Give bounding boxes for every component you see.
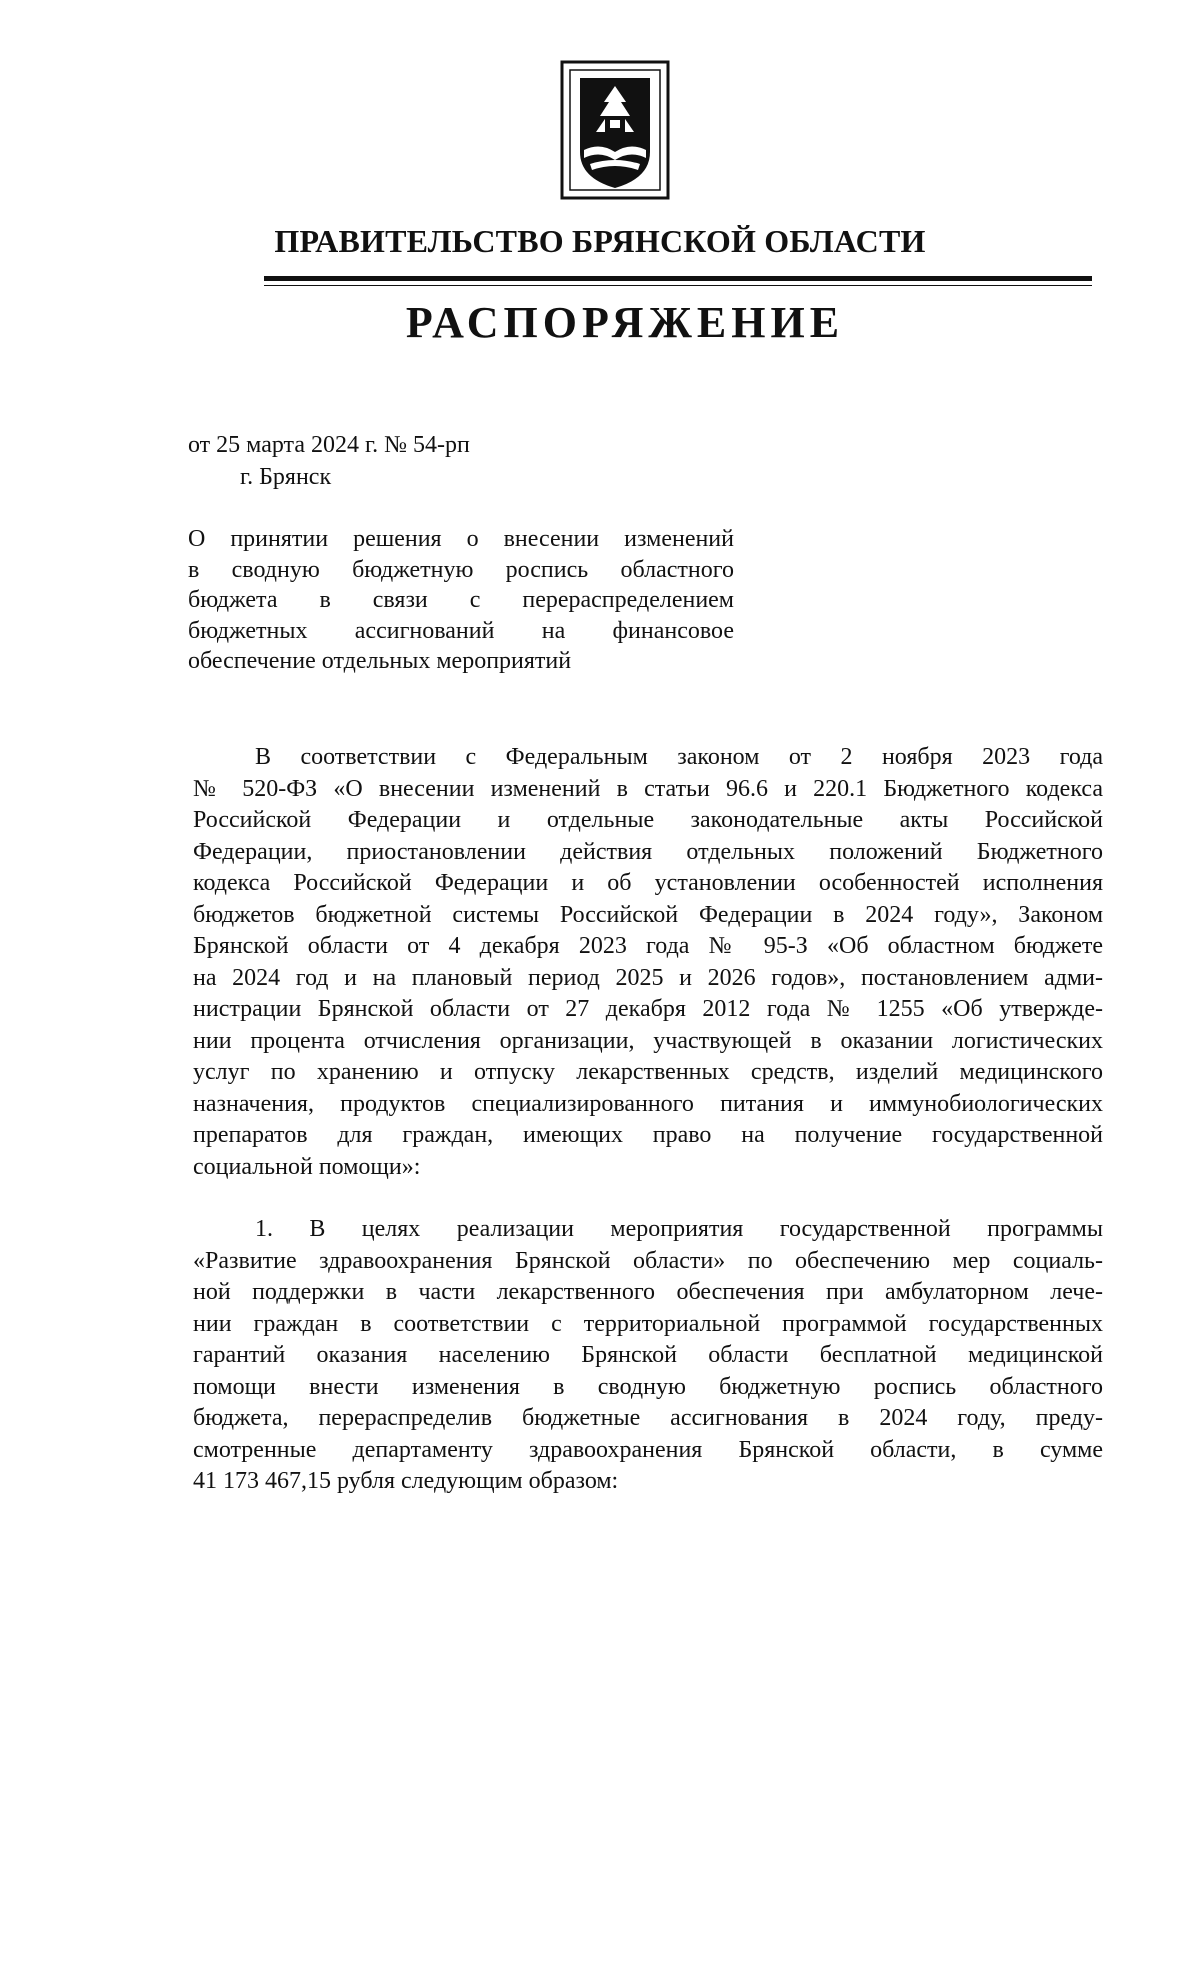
paragraph-line: Брянской области от 4 декабря 2023 года № 95-З «Об областном бюджете xyxy=(193,933,1103,959)
header-divider-thin xyxy=(264,285,1092,286)
paragraph-line: Федерации, приостановлении действия отдельных положений Бюджетного xyxy=(193,838,1103,865)
paragraph-line: препаратов для граждан, имеющих право на получение государственной xyxy=(193,1122,1103,1148)
paragraph-line: Российской Федерации и отдельные законодательные акты Российской xyxy=(193,807,1103,833)
subject-line: бюджета в связи с перераспределением xyxy=(188,587,734,614)
paragraph-line: ной поддержки в части лекарственного обеспечения при амбулаторном лече- xyxy=(193,1279,1103,1305)
item-1-paragraph xyxy=(193,1214,1103,1498)
preamble-paragraph xyxy=(193,742,1103,1183)
document-type-title: РАСПОРЯЖЕНИЕ xyxy=(405,298,845,347)
paragraph-line: назначения, продуктов специализированного питания и иммунобиологических xyxy=(193,1090,1103,1117)
paragraph-line: В соответствии с Федеральным законом от 2 ноября 2023 года xyxy=(255,744,1103,770)
organization-title: ПРАВИТЕЛЬСТВО БРЯНСКОЙ ОБЛАСТИ xyxy=(274,223,926,259)
document-city: г. Брянск xyxy=(240,464,332,490)
document-date-number: от 25 марта 2024 г. № 54-рп xyxy=(188,432,470,458)
paragraph-line: на 2024 год и на плановый период 2025 и 2026 годов», постановлением адми- xyxy=(193,964,1103,991)
subject-line: в сводную бюджетную роспись областного xyxy=(188,556,734,583)
paragraph-line: помощи внести изменения в сводную бюджетную роспись областного xyxy=(193,1373,1103,1400)
subject-line: О принятии решения о внесении изменений xyxy=(188,526,734,552)
paragraph-line: 1. В целях реализации мероприятия государственной программы xyxy=(255,1216,1103,1242)
document-subject xyxy=(188,524,734,677)
paragraph-line: № 520-ФЗ «О внесении изменений в статьи 96.6 и 220.1 Бюджетного кодекса xyxy=(193,775,1103,802)
paragraph-line: социальной помощи»: xyxy=(193,1153,421,1180)
paragraph-line: нистрации Брянской области от 27 декабря 2012 года № 1255 «Об утвержде- xyxy=(193,996,1103,1022)
paragraph-line: кодекса Российской Федерации и об установлении особенностей исполнения xyxy=(193,870,1103,896)
paragraph-line: нии процента отчисления организации, участвующей в оказании логистических xyxy=(193,1027,1103,1054)
header-divider-thick xyxy=(264,276,1092,281)
subject-line: обеспечение отдельных мероприятий xyxy=(188,648,572,675)
paragraph-line: «Развитие здравоохранения Брянской области» по обеспечению мер социаль- xyxy=(193,1247,1103,1274)
paragraph-line: 41 173 467,15 рубля следующим образом: xyxy=(193,1468,619,1494)
subject-line: бюджетных ассигнований на финансовое xyxy=(188,617,734,644)
paragraph-line: услуг по хранению и отпуску лекарственных средств, изделий медицинского xyxy=(193,1059,1103,1085)
paragraph-line: бюджета, перераспределив бюджетные ассигнования в 2024 году, преду- xyxy=(193,1405,1103,1431)
coat-of-arms-icon xyxy=(560,60,670,200)
paragraph-line: бюджетов бюджетной системы Российской Федерации в 2024 году», Законом xyxy=(193,901,1103,928)
paragraph-line: гарантий оказания населению Брянской области бесплатной медицинской xyxy=(193,1342,1103,1368)
paragraph-line: нии граждан в соответствии с территориальной программой государственных xyxy=(193,1310,1103,1337)
paragraph-line: смотренные департаменту здравоохранения Брянской области, в сумме xyxy=(193,1436,1103,1463)
